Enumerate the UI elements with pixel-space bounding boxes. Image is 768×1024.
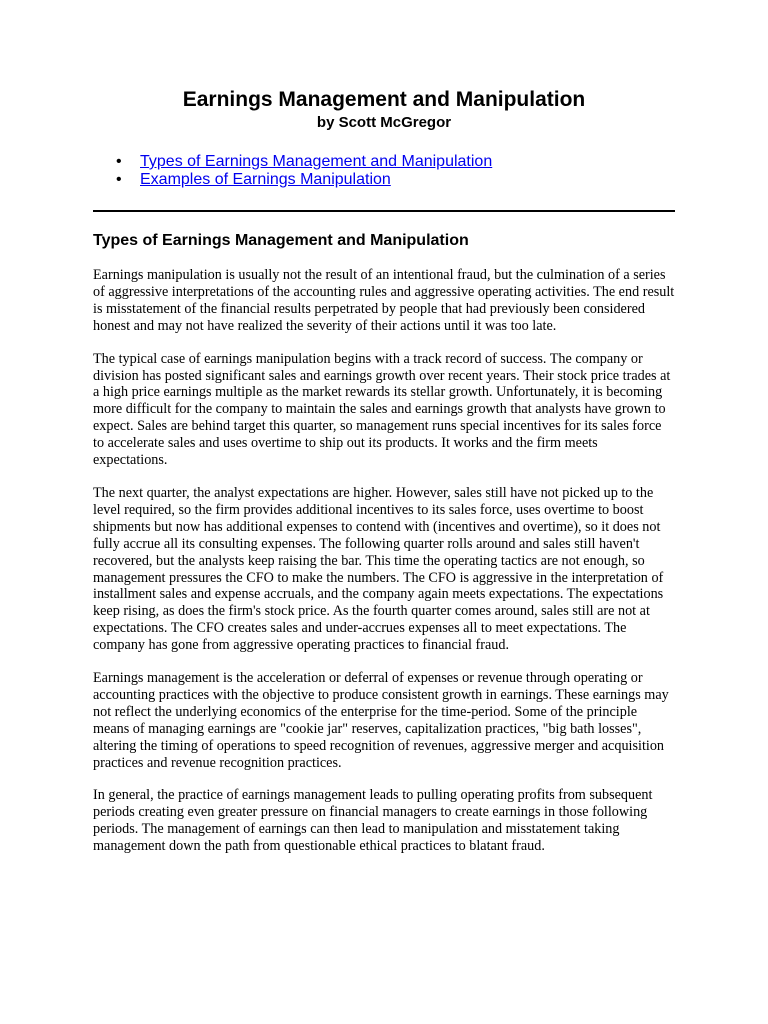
section-heading: Types of Earnings Management and Manipulation (93, 232, 469, 249)
toc-link-types[interactable]: Types of Earnings Management and Manipulation (140, 153, 493, 170)
paragraph: The typical case of earnings manipulation begins with a track record of success. The company or division has posted significant sales and earnings growth over recent years. Their stock price trades at a high price earnings multiple as the market rewards its stellar growth. Unfortunately, it is becoming more difficult for the company to maintain the sales and earnings growth that analysts have grown to expect. Sales are behind target this quarter, so management runs special incentives for its sales force to accelerate sales and uses overtime to ship out its products. It works and the firm meets expectations. (93, 350, 671, 469)
toc-item (93, 153, 675, 171)
paragraph: Earnings management is the acceleration or deferral of expenses or revenue through operating or accounting practices with the objective to produce consistent growth in earnings. These earnings may not reflect the underlying economics of the enterprise for the time-period. Some of the principle means of managing earnings are "cookie jar" reserves, capitalization practices, "big bath losses", altering the timing of operations to speed recognition of revenues, aggressive merger and acquisition practices and revenue recognition practices. (93, 670, 669, 771)
table-of-contents (93, 153, 675, 189)
horizontal-divider (93, 210, 675, 212)
paragraph: Earnings manipulation is usually not the result of an intentional fraud, but the culmination of a series of aggressive interpretations of the accounting rules and aggressive operating activities. The end result is misstatement of the financial results perpetrated by people that had previously been considered honest and may not have realized the severity of their actions until it was too late. (93, 267, 675, 334)
toc-link-examples[interactable]: Examples of Earnings Manipulation (140, 171, 391, 188)
document-page (93, 86, 675, 855)
document-title: Earnings Management and Manipulation (182, 88, 586, 111)
toc-item (93, 171, 675, 189)
bullet-icon: • (116, 153, 122, 170)
paragraph: The next quarter, the analyst expectations are higher. However, sales still have not picked up to the level required, so the firm provides additional incentives to its sales force, uses overtime to boost shipments but now has additional expenses to contend with (incentives and overtime), so it does not fully accrue all its consulting expenses. The following quarter rolls around and sales still haven't recovered, but the analysts keep raising the bar. This time the operating tactics are not enough, so management pressures the CFO to make the numbers. The CFO is aggressive in the interpretation of installment sales and expense accruals, and the company again meets expectations. The expectations keep rising, as does the firm's stock price. As the fourth quarter comes around, sales still are not at expectations. The CFO creates sales and under-accrues expenses all to meet expectations. The company has gone from aggressive operating practices to financial fraud. (93, 484, 664, 654)
paragraph: In general, the practice of earnings management leads to pulling operating profits from subsequent periods creating even greater pressure on financial managers to create earnings in those following periods. The management of earnings can then lead to manipulation and misstatement taking management down the path from questionable ethical practices to blatant fraud. (93, 787, 653, 855)
bullet-icon: • (116, 171, 122, 188)
author-byline: by Scott McGregor (316, 114, 452, 131)
